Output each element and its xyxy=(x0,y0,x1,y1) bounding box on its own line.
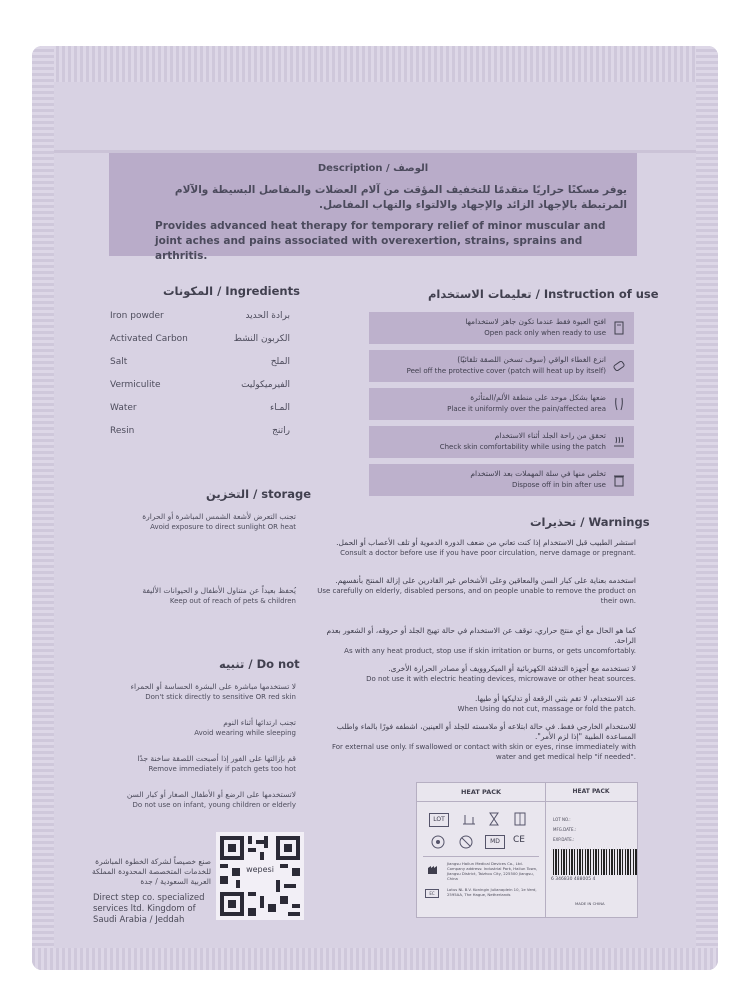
storage-ar: تجنب التعرض لأشعة الشمس المباشرة أو الحرارة xyxy=(142,512,296,521)
eu-rep-text: Lotus NL B.V. Koningin Julianaplein 10, 1e Verd, 2595AA, The Hague, Netherlands xyxy=(447,887,537,897)
ingredient-ar: راتنج xyxy=(272,426,290,436)
ingredient-ar: المـاء xyxy=(269,403,290,413)
qr-code[interactable] xyxy=(216,832,304,920)
warning-en: For external use only. If swallowed or contact with skin or eyes, rinse immediately with water and get medical help "if needed". xyxy=(331,743,636,761)
barcode xyxy=(553,849,637,875)
donot-ar: تجنب ارتدائها أثناء النوم xyxy=(223,718,296,727)
label-divider xyxy=(423,856,539,857)
warning-item xyxy=(316,576,636,606)
heat-icon xyxy=(611,434,627,450)
warning-item xyxy=(316,664,636,684)
warning-en: As with any heat product, stop use if skin irritation or burns, or gets uncomfortably. xyxy=(344,647,636,655)
exp-date-field: EXP.DATE.: xyxy=(553,837,575,842)
ingredient-en: Iron powder xyxy=(110,311,164,321)
instruction-ar: انزع الغطاء الواقي (سوف تسخن اللصقة تلقائيًا) xyxy=(457,355,606,364)
description-arabic: يوفر مسكنًا حراريًا متقدمًا للتخفيف المؤقت من آلام العضلات والمفاصل البسيطة والآلام المرتبطة بالإجهاد الزائد والإجهاد والالتواء والتهاب المفاصل. xyxy=(174,184,627,211)
warning-ar: لا تستخدمه مع أجهزة التدفئة الكهربائية أو الميكروويف أو مصادر الحرارة الأخرى. xyxy=(388,664,636,673)
temperature-icon xyxy=(461,812,477,826)
peel-icon xyxy=(611,358,627,374)
lot-no-field: LOT NO.: xyxy=(553,817,571,822)
warning-item xyxy=(316,694,636,714)
donot-en: Don't stick directly to sensitive OR red skin xyxy=(145,693,296,701)
donot-item xyxy=(100,682,296,702)
instruction-ar: تخلص منها في سلة المهملات بعد الاستخدام xyxy=(470,469,606,478)
instruction-step xyxy=(369,426,634,458)
storage-title: التخزين / storage xyxy=(206,487,311,501)
warning-ar: استخدمه بعناية على كبار السن والمعاقين وعلى الأشخاص غير القادرين على إزالة المنتج بأنفسهم. xyxy=(335,576,636,585)
warning-en: Use carefully on elderly, disabled persons, and on people unable to remove the product on their own. xyxy=(317,587,636,605)
donot-ar: لا تستخدمها مباشرة على البشرة الحساسة أو الحمراء xyxy=(130,682,296,691)
warning-ar: كما هو الحال مع أي منتج حراري، توقف عن الاستخدام في حالة تهيج الجلد أو حروقه، أو الشعور بعدم الراحة. xyxy=(326,626,636,645)
ingredient-ar: برادة الحديد xyxy=(245,311,290,321)
mfg-date-field: MFG.DATE.: xyxy=(553,827,577,832)
ingredient-ar: الملح xyxy=(270,357,290,367)
description-box xyxy=(109,153,637,262)
ingredient-row xyxy=(110,426,290,442)
ingredient-en: Water xyxy=(110,403,137,413)
description-english: Provides advanced heat therapy for temporary relief of minor muscular and joint aches and pains associated with overexertion, strains, sprains and arthritis. xyxy=(155,220,606,262)
label-left-panel xyxy=(417,783,546,917)
body-icon xyxy=(611,396,627,412)
donot-en: Remove immediately if patch gets too hot xyxy=(148,765,296,773)
description-title: Description / الوصف xyxy=(317,163,429,174)
ingredient-en: Activated Carbon xyxy=(110,334,188,344)
warning-ar: استشر الطبيب قبل الاستخدام إذا كنت تعاني من ضعف الدورة الدموية أو تلف الأعصاب أو الحمل. xyxy=(336,538,636,547)
barcode-digits: 6 346830 488005 4 xyxy=(551,877,596,882)
storage-item xyxy=(100,512,296,532)
instruction-en: Open pack only when ready to use xyxy=(484,329,606,337)
bottom-seal xyxy=(32,948,718,970)
company-english: Direct step co. specialized services ltd. Kingdom of Saudi Arabia / Jeddah xyxy=(93,893,205,925)
instruction-ar: تحقق من راحة الجلد أثناء الاستخدام xyxy=(494,431,606,440)
ce-mark: CE xyxy=(513,835,525,845)
ingredient-en: Salt xyxy=(110,357,128,367)
storage-en: Keep out of reach of pets & children xyxy=(169,597,296,605)
ingredient-row xyxy=(110,380,290,396)
donot-en: Do not use on infant, young children or elderly xyxy=(132,801,296,809)
bin-icon xyxy=(611,472,627,488)
lot-symbol: LOT xyxy=(429,813,449,827)
donot-title: تنبيه / Do not xyxy=(219,657,300,671)
label-left-title: HEAT PACK xyxy=(417,783,545,802)
storage-en: Avoid exposure to direct sunlight OR heat xyxy=(150,523,296,531)
ingredient-ar: الفيرميكوليت xyxy=(241,380,290,390)
donot-ar: قم بإزالتها على الفور إذا أصبحت اللصقة ساخنة جدًا xyxy=(137,754,296,763)
donot-item xyxy=(100,754,296,774)
ingredient-en: Vermiculite xyxy=(110,380,161,390)
manufacturer-text: Jiangsu Hailun Medical Devices Co., Ltd. Company address: Industrial Park, Hailun Town, Jiangsu District, Taizhou City, 225500 Jiangsu, China xyxy=(447,861,538,881)
manual-icon xyxy=(513,812,527,826)
warning-item xyxy=(316,722,636,762)
company-arabic: صنع خصيصاً لشركة الخطوة المباشرة للخدمات المتخصصة المحدودة المملكة العربية السعودية / جدة xyxy=(92,857,211,886)
instruction-en: Peel off the protective cover (patch will heat up by itself) xyxy=(406,367,606,375)
label-right-title: HEAT PACK xyxy=(545,783,637,802)
barcode-area xyxy=(545,783,637,917)
ingredient-ar: الكربون النشط xyxy=(233,334,290,344)
storage-ar: يُحفظ بعيداً عن متناول الأطفال و الحيوانات الأليفة xyxy=(142,586,296,595)
instruction-en: Check skin comfortability while using the patch xyxy=(439,443,606,451)
donot-item xyxy=(100,718,296,738)
left-seal xyxy=(32,46,54,970)
instruction-step xyxy=(369,350,634,382)
warning-item xyxy=(316,538,636,558)
md-symbol: MD xyxy=(485,835,505,849)
ingredients-title: المكونات / Ingredients xyxy=(163,284,300,298)
ec-rep-symbol: EC xyxy=(425,889,439,898)
donot-item xyxy=(100,790,296,810)
warning-en: When Using do not cut, massage or fold the patch. xyxy=(457,705,636,713)
made-in-text: MADE IN CHINA xyxy=(575,901,605,906)
warning-ar: للاستخدام الخارجي فقط. في حالة ابتلاعه أو ملامسته للجلد أو العينين، اشطفه فورًا بالماء واطلب المساعدة الطبية "إذا لزم الأمر". xyxy=(336,722,636,741)
top-seal xyxy=(32,46,718,82)
warning-item xyxy=(316,626,636,656)
hourglass-icon xyxy=(487,812,501,826)
brand-logo: wepesi xyxy=(240,862,280,878)
warnings-title: تحذيرات / Warnings xyxy=(530,515,650,529)
instruction-step xyxy=(369,312,634,344)
warning-en: Consult a doctor before use if you have poor circulation, nerve damage or pregnant. xyxy=(340,549,636,557)
no-reuse-icon xyxy=(459,835,473,849)
no-sun-icon xyxy=(431,835,445,849)
storage-item xyxy=(100,586,296,606)
instruction-en: Dispose off in bin after use xyxy=(511,481,606,489)
manufacturer-icon xyxy=(427,863,439,875)
donot-ar: لاتستخدمها على الرضع أو الأطفال الصغار أو كبار السن xyxy=(126,790,296,799)
instruction-step xyxy=(369,464,634,496)
instruction-en: Place it uniformly over the pain/affected area xyxy=(447,405,606,413)
instruction-step xyxy=(369,388,634,420)
instruction-ar: افتح العبوة فقط عندما تكون جاهز لاستخدامها xyxy=(465,317,606,326)
donot-en: Avoid wearing while sleeping xyxy=(194,729,296,737)
right-seal xyxy=(696,46,718,970)
pack-icon xyxy=(611,320,627,336)
instructions-title: تعليمات الاستخدام / Instruction of use xyxy=(428,287,659,301)
warning-en: Do not use it with electric heating devices, microwave or other heat sources. xyxy=(366,675,636,683)
ingredient-row xyxy=(110,311,290,327)
ingredient-row xyxy=(110,334,290,350)
ingredient-row xyxy=(110,357,290,373)
warning-ar: عند الاستخدام، لا تقم بثني الرقعة أو تدليكها أو طيها. xyxy=(475,694,636,703)
instruction-ar: ضعها بشكل موحد على منطقة الألم/المتأثرة xyxy=(470,393,606,402)
ingredient-en: Resin xyxy=(110,426,135,436)
ingredient-row xyxy=(110,403,290,419)
product-label xyxy=(416,782,638,918)
